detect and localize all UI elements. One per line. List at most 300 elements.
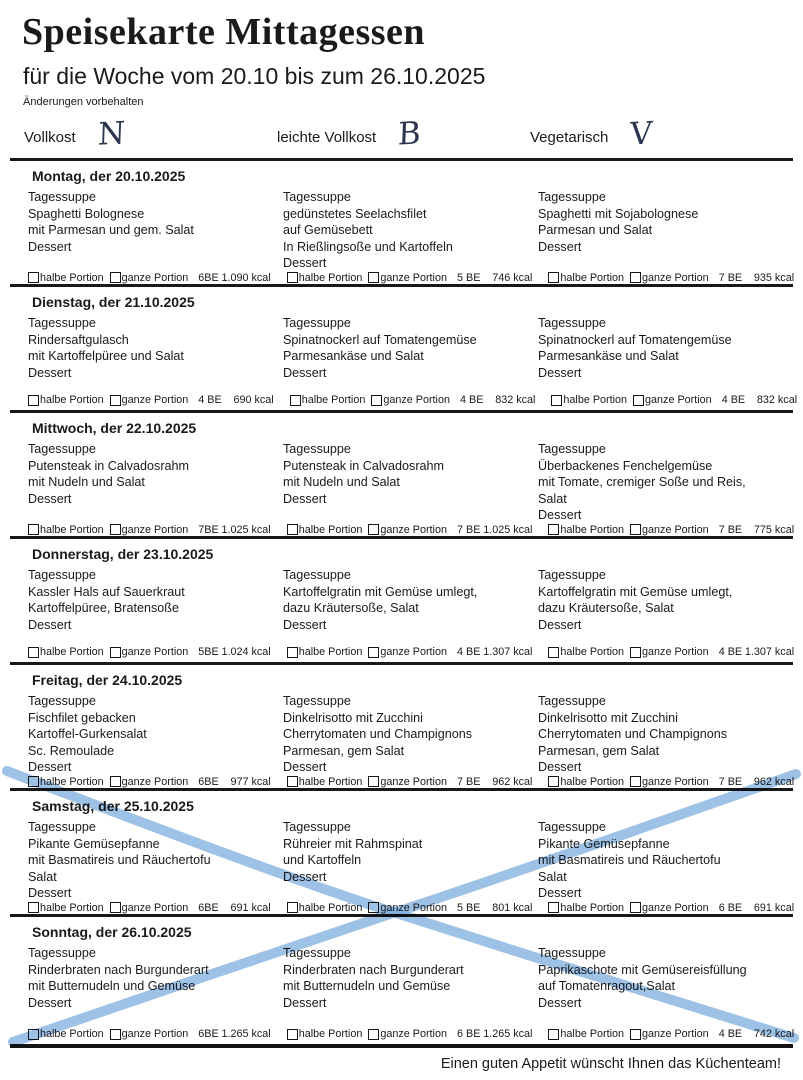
menu-line: Tagessuppe [538, 946, 606, 961]
halbe-portion-label: halbe Portion [298, 646, 363, 659]
menu-line: Tagessuppe [283, 694, 351, 709]
diet-label: leichte Vollkost [277, 128, 377, 146]
kcal-value: 690 kcal [233, 394, 274, 407]
diet-column-vollkost [24, 115, 277, 153]
menu-line: Tagessuppe [28, 442, 96, 457]
day-menus [10, 691, 793, 776]
menu-line: Kartoffelpüree, Bratensoße [28, 601, 179, 616]
ganze-portion-checkbox [368, 524, 379, 535]
portion-cell [287, 776, 543, 788]
day-title: Freitag, der 24.10.2025 [32, 672, 183, 689]
ganze-portion-label: ganze Portion [121, 901, 189, 914]
halbe-portion-label: halbe Portion [298, 901, 363, 914]
halbe-portion-label: halbe Portion [40, 775, 104, 788]
week-subtitle: für die Woche vom 20.10 bis zum 26.10.2025 [23, 62, 486, 89]
portion-cell [287, 646, 543, 658]
menu-line: Dessert [538, 995, 582, 1010]
menu-line: Tagessuppe [283, 568, 351, 583]
kcal-value: 977 kcal [230, 775, 271, 788]
halbe-portion-label: halbe Portion [560, 646, 625, 659]
kcal-value: 1.025 kcal [221, 523, 271, 536]
be-value: 5 BE [456, 271, 481, 284]
ganze-portion-label: ganze Portion [645, 394, 712, 407]
kcal-value: 962 kcal [492, 775, 533, 788]
be-value: 6BE [198, 1028, 219, 1041]
be-value: 4 BE [456, 646, 481, 659]
handwritten-mark-v: V [629, 115, 654, 153]
kcal-value: 962 kcal [753, 775, 795, 788]
kcal-value: 1.265 kcal [483, 1028, 533, 1041]
menu-line: auf Gemüsebett [283, 223, 373, 238]
day-section-montag [10, 161, 793, 287]
menu-line: Dessert [283, 491, 327, 506]
menu-column [283, 441, 532, 524]
ganze-portion-checkbox [368, 647, 379, 658]
be-value: 5 BE [456, 901, 481, 914]
menu-line: Kartoffel-Gurkensalat [28, 727, 147, 742]
be-value: 7 BE [456, 523, 481, 536]
kcal-value: 742 kcal [753, 1028, 795, 1041]
menu-column [538, 945, 787, 1028]
menu-line: Tagessuppe [283, 316, 351, 331]
menu-column [28, 819, 277, 902]
halbe-portion-checkbox [28, 647, 39, 658]
portion-row [10, 524, 793, 540]
ganze-portion-label: ganze Portion [121, 646, 189, 659]
halbe-portion-checkbox [548, 902, 559, 913]
ganze-portion-label: ganze Portion [642, 523, 709, 536]
ganze-portion-checkbox [630, 776, 641, 787]
menu-column [283, 945, 532, 1028]
halbe-portion-checkbox [28, 902, 39, 913]
kcal-value: 1.025 kcal [483, 523, 533, 536]
menu-column [28, 945, 277, 1028]
halbe-portion-label: halbe Portion [40, 646, 104, 659]
ganze-portion-checkbox [630, 1029, 641, 1040]
menu-column [283, 693, 532, 776]
halbe-portion-checkbox [287, 647, 298, 658]
menu-line: Salat [28, 869, 57, 884]
portion-row [10, 272, 793, 288]
portion-cell [548, 776, 803, 788]
menu-line: Spinatnockerl auf Tomatengemüse [283, 332, 477, 347]
ganze-portion-label: ganze Portion [642, 646, 709, 659]
halbe-portion-label: halbe Portion [560, 271, 625, 284]
diet-column-leichte-vollkost [277, 115, 530, 153]
menu-line: Parmesan und Salat [538, 223, 653, 238]
menu-line: Kartoffelgratin mit Gemüse umlegt, [538, 584, 733, 599]
menu-column [538, 189, 787, 272]
menu-line: dazu Kräutersoße, Salat [283, 601, 419, 616]
halbe-portion-label: halbe Portion [298, 271, 363, 284]
portion-row [10, 646, 793, 662]
menu-column [283, 189, 532, 272]
menu-line: Rühreier mit Rahmspinat [283, 836, 423, 851]
kcal-value: 832 kcal [756, 394, 798, 407]
halbe-portion-checkbox [548, 1029, 559, 1040]
portion-cell [287, 1028, 543, 1040]
menu-line: mit Basmatireis und Räuchertofu [28, 853, 211, 868]
halbe-portion-label: halbe Portion [40, 271, 104, 284]
ganze-portion-checkbox [110, 272, 121, 283]
halbe-portion-label: halbe Portion [301, 394, 366, 407]
menu-line: Tagessuppe [28, 946, 96, 961]
ganze-portion-label: ganze Portion [121, 1028, 189, 1041]
portion-cell [548, 524, 803, 536]
menu-line: Tagessuppe [283, 820, 351, 835]
day-menus [10, 439, 793, 524]
be-value: 6BE [198, 271, 219, 284]
menu-line: Parmesan, gem Salat [283, 743, 405, 758]
diet-column-vegetarisch [530, 115, 783, 153]
menu-column [283, 819, 532, 902]
ganze-portion-checkbox [110, 395, 121, 406]
menu-line: Dessert [283, 760, 327, 775]
ganze-portion-label: ganze Portion [380, 901, 447, 914]
menu-line: Putensteak in Calvadosrahm [283, 458, 445, 473]
menu-line: Spaghetti Bolognese [28, 206, 145, 221]
menu-line: Pikante Gemüsepfanne [538, 836, 670, 851]
days-container [10, 161, 798, 1048]
ganze-portion-label: ganze Portion [121, 775, 189, 788]
halbe-portion-checkbox [548, 272, 559, 283]
menu-line: Überbackenes Fenchelgemüse [538, 458, 713, 473]
menu-line: Kartoffelgratin mit Gemüse umlegt, [283, 584, 478, 599]
ganze-portion-checkbox [630, 524, 641, 535]
portion-cell [548, 646, 803, 658]
portion-row [10, 776, 793, 792]
kcal-value: 1.307 kcal [483, 646, 533, 659]
ganze-portion-checkbox [110, 902, 121, 913]
halbe-portion-checkbox [287, 524, 298, 535]
portion-cell [548, 272, 803, 284]
menu-line: Dinkelrisotto mit Zucchini [283, 710, 423, 725]
day-section-freitag [10, 665, 793, 791]
menu-line: Tagessuppe [538, 568, 606, 583]
kcal-value: 801 kcal [492, 901, 533, 914]
menu-line: Tagessuppe [28, 820, 96, 835]
menu-line: Dessert [538, 365, 582, 380]
halbe-portion-label: halbe Portion [563, 394, 628, 407]
menu-line: mit Butternudeln und Gemüse [28, 979, 196, 994]
day-section-mittwoch [10, 413, 793, 539]
portion-cell [28, 394, 284, 406]
menu-line: Fischfilet gebacken [28, 710, 136, 725]
be-value: 7BE [198, 523, 219, 536]
menu-line: Rinderbraten nach Burgunderart [28, 962, 209, 977]
closing-note: Einen guten Appetit wünscht Ihnen das Küchenteam! [440, 1056, 781, 1073]
menu-line: Tagessuppe [538, 694, 606, 709]
menu-line: Salat [538, 869, 567, 884]
menu-line: Tagessuppe [28, 694, 96, 709]
be-value: 6BE [198, 775, 219, 788]
ganze-portion-label: ganze Portion [380, 646, 447, 659]
day-title: Mittwoch, der 22.10.2025 [32, 420, 197, 437]
menu-line: Dinkelrisotto mit Zucchini [538, 710, 678, 725]
halbe-portion-checkbox [287, 776, 298, 787]
ganze-portion-checkbox [368, 776, 379, 787]
menu-line: Paprikaschote mit Gemüsereisfüllung [538, 962, 747, 977]
menu-line: Cherrytomaten und Champignons [538, 727, 728, 742]
ganze-portion-checkbox [110, 1029, 121, 1040]
kcal-value: 1.090 kcal [221, 271, 271, 284]
day-section-samstag [10, 791, 793, 917]
ganze-portion-label: ganze Portion [121, 271, 189, 284]
menu-line: Tagessuppe [283, 442, 351, 457]
menu-line: In Rießlingsoße und Kartoffeln [283, 239, 453, 254]
kcal-value: 935 kcal [753, 271, 795, 284]
halbe-portion-label: halbe Portion [560, 1028, 625, 1041]
ganze-portion-label: ganze Portion [380, 775, 447, 788]
ganze-portion-checkbox [630, 902, 641, 913]
menu-line: mit Nudeln und Salat [28, 475, 145, 490]
day-title: Montag, der 20.10.2025 [32, 168, 186, 185]
menu-line: gedünstetes Seelachsfilet [283, 206, 427, 221]
portion-cell [28, 524, 281, 536]
halbe-portion-label: halbe Portion [40, 394, 104, 407]
ganze-portion-label: ganze Portion [121, 394, 189, 407]
ganze-portion-label: ganze Portion [383, 394, 450, 407]
portion-cell [28, 646, 281, 658]
menu-column [28, 567, 277, 646]
ganze-portion-label: ganze Portion [642, 775, 709, 788]
menu-line: Dessert [28, 239, 72, 254]
portion-cell [28, 902, 281, 914]
ganze-portion-checkbox [110, 647, 121, 658]
ganze-portion-label: ganze Portion [642, 1028, 709, 1041]
menu-column [538, 693, 787, 776]
halbe-portion-label: halbe Portion [560, 523, 625, 536]
menu-line: Dessert [538, 886, 582, 901]
menu-column [28, 315, 277, 394]
portion-cell [287, 524, 543, 536]
be-value: 7 BE [718, 523, 743, 536]
menu-column [538, 567, 787, 646]
day-menus [10, 187, 793, 272]
menu-line: Tagessuppe [283, 946, 351, 961]
halbe-portion-checkbox [28, 524, 39, 535]
ganze-portion-label: ganze Portion [380, 523, 447, 536]
halbe-portion-checkbox [551, 395, 562, 406]
menu-column [538, 315, 787, 394]
be-value: 4 BE [718, 646, 743, 659]
day-menus [10, 943, 793, 1028]
halbe-portion-checkbox [287, 1029, 298, 1040]
menu-column [283, 315, 532, 394]
menu-line: Parmesan, gem Salat [538, 743, 660, 758]
halbe-portion-label: halbe Portion [298, 775, 363, 788]
menu-line: Salat [538, 491, 567, 506]
menu-line: Dessert [28, 886, 72, 901]
handwritten-mark-b: B [397, 115, 422, 153]
kcal-value: 775 kcal [753, 523, 795, 536]
halbe-portion-checkbox [28, 776, 39, 787]
day-title: Sonntag, der 26.10.2025 [32, 924, 192, 941]
menu-line: auf Tomatenragout,Salat [538, 979, 675, 994]
menu-line: mit Nudeln und Salat [283, 475, 400, 490]
menu-line: Dessert [283, 617, 327, 632]
menu-line: dazu Kräutersoße, Salat [538, 601, 674, 616]
ganze-portion-label: ganze Portion [121, 523, 189, 536]
menu-line: Tagessuppe [28, 190, 96, 205]
portion-cell [548, 1028, 803, 1040]
menu-line: Dessert [28, 995, 72, 1010]
portion-cell [551, 394, 803, 406]
halbe-portion-label: halbe Portion [560, 775, 625, 788]
halbe-portion-label: halbe Portion [40, 1028, 104, 1041]
be-value: 4 BE [718, 1028, 743, 1041]
kcal-value: 832 kcal [495, 394, 536, 407]
ganze-portion-label: ganze Portion [380, 1028, 447, 1041]
portion-row [10, 902, 793, 918]
portion-cell [548, 902, 803, 914]
halbe-portion-label: halbe Portion [560, 901, 625, 914]
menu-line: Rinderbraten nach Burgunderart [283, 962, 464, 977]
menu-line: Dessert [283, 995, 327, 1010]
halbe-portion-checkbox [287, 902, 298, 913]
diet-columns-header [10, 108, 793, 156]
menu-line: Dessert [283, 869, 327, 884]
menu-line: Dessert [538, 239, 582, 254]
menu-line: Spaghetti mit Sojabolognese [538, 206, 699, 221]
menu-line: Dessert [538, 508, 582, 523]
portion-cell [28, 272, 281, 284]
be-value: 4 BE [459, 394, 484, 407]
portion-row [10, 1028, 793, 1044]
be-value: 6 BE [718, 901, 743, 914]
ganze-portion-label: ganze Portion [642, 901, 709, 914]
portion-cell [28, 1028, 281, 1040]
ganze-portion-checkbox [368, 1029, 379, 1040]
be-value: 7 BE [718, 775, 743, 788]
portion-row [10, 394, 798, 410]
menu-line: Tagessuppe [283, 190, 351, 205]
menu-column [28, 693, 277, 776]
day-menus [10, 817, 793, 902]
page-title: Speisekarte Mittagessen [22, 11, 426, 53]
kcal-value: 746 kcal [492, 271, 533, 284]
menu-line: Parmesankäse und Salat [538, 349, 679, 364]
halbe-portion-checkbox [28, 272, 39, 283]
ganze-portion-checkbox [630, 647, 641, 658]
ganze-portion-checkbox [110, 776, 121, 787]
ganze-portion-label: ganze Portion [380, 271, 447, 284]
menu-line: Dessert [28, 760, 72, 775]
be-value: 6BE [198, 901, 219, 914]
menu-line: Kassler Hals auf Sauerkraut [28, 584, 185, 599]
menu-line: mit Basmatireis und Räuchertofu [538, 853, 721, 868]
be-value: 7 BE [718, 271, 743, 284]
menu-line: Dessert [28, 365, 72, 380]
portion-cell [287, 272, 543, 284]
ganze-portion-checkbox [110, 524, 121, 535]
day-title: Dienstag, der 21.10.2025 [32, 294, 195, 311]
menu-line: Dessert [538, 617, 582, 632]
ganze-portion-checkbox [368, 902, 379, 913]
halbe-portion-label: halbe Portion [298, 523, 363, 536]
menu-line: mit Butternudeln und Gemüse [283, 979, 451, 994]
halbe-portion-checkbox [290, 395, 301, 406]
halbe-portion-checkbox [28, 1029, 39, 1040]
kcal-value: 1.265 kcal [221, 1028, 271, 1041]
halbe-portion-checkbox [548, 524, 559, 535]
be-value: 7 BE [456, 775, 481, 788]
menu-column [283, 567, 532, 646]
portion-cell [28, 776, 281, 788]
menu-line: Tagessuppe [538, 442, 606, 457]
diet-label: Vollkost [24, 128, 76, 146]
menu-line: mit Tomate, cremiger Soße und Reis, [538, 475, 746, 490]
ganze-portion-checkbox [630, 272, 641, 283]
ganze-portion-label: ganze Portion [642, 271, 709, 284]
be-value: 5BE [198, 646, 219, 659]
menu-line: Dessert [28, 491, 72, 506]
halbe-portion-checkbox [287, 272, 298, 283]
menu-line: Dessert [283, 256, 327, 271]
halbe-portion-checkbox [548, 647, 559, 658]
ganze-portion-checkbox [371, 395, 382, 406]
kcal-value: 1.024 kcal [221, 646, 271, 659]
menu-line: Dessert [283, 365, 327, 380]
kcal-value: 691 kcal [753, 901, 795, 914]
menu-line: Tagessuppe [28, 316, 96, 331]
changes-disclaimer: Änderungen vorbehalten [23, 96, 144, 109]
ganze-portion-checkbox [633, 395, 644, 406]
menu-line: Tagessuppe [28, 568, 96, 583]
day-section-dienstag [10, 287, 798, 413]
handwritten-mark-n: N [97, 115, 126, 153]
day-title: Donnerstag, der 23.10.2025 [32, 546, 214, 563]
day-title: Samstag, der 25.10.2025 [32, 798, 194, 815]
menu-column [538, 819, 787, 902]
kcal-value: 691 kcal [230, 901, 271, 914]
day-menus [10, 313, 793, 394]
menu-line: Dessert [538, 760, 582, 775]
menu-line: Pikante Gemüsepfanne [28, 836, 160, 851]
portion-cell [290, 394, 546, 406]
be-value: 4 BE [198, 394, 222, 407]
menu-column [538, 441, 787, 524]
menu-line: Tagessuppe [538, 820, 606, 835]
menu-line: Putensteak in Calvadosrahm [28, 458, 190, 473]
menu-line: Rindersaftgulasch [28, 332, 129, 347]
menu-line: Cherrytomaten und Champignons [283, 727, 473, 742]
kcal-value: 1.307 kcal [744, 646, 795, 659]
ganze-portion-checkbox [368, 272, 379, 283]
menu-column [28, 441, 277, 524]
diet-label: Vegetarisch [530, 128, 609, 146]
halbe-portion-checkbox [548, 776, 559, 787]
be-value: 6 BE [456, 1028, 481, 1041]
menu-line: Tagessuppe [538, 316, 606, 331]
day-menus [10, 565, 793, 646]
day-section-sonntag [10, 917, 793, 1048]
menu-line: Sc. Remoulade [28, 743, 115, 758]
menu-line: mit Kartoffelpüree und Salat [28, 349, 184, 364]
halbe-portion-label: halbe Portion [40, 523, 104, 536]
menu-line: Spinatnockerl auf Tomatengemüse [538, 332, 732, 347]
menu-line: Parmesankäse und Salat [283, 349, 424, 364]
menu-line: und Kartoffeln [283, 853, 362, 868]
portion-cell [287, 902, 543, 914]
day-section-donnerstag [10, 539, 793, 665]
be-value: 4 BE [721, 394, 746, 407]
menu-line: Tagessuppe [538, 190, 606, 205]
halbe-portion-label: halbe Portion [40, 901, 104, 914]
halbe-portion-checkbox [28, 395, 39, 406]
menu-column [28, 189, 277, 272]
menu-line: mit Parmesan und gem. Salat [28, 223, 194, 238]
